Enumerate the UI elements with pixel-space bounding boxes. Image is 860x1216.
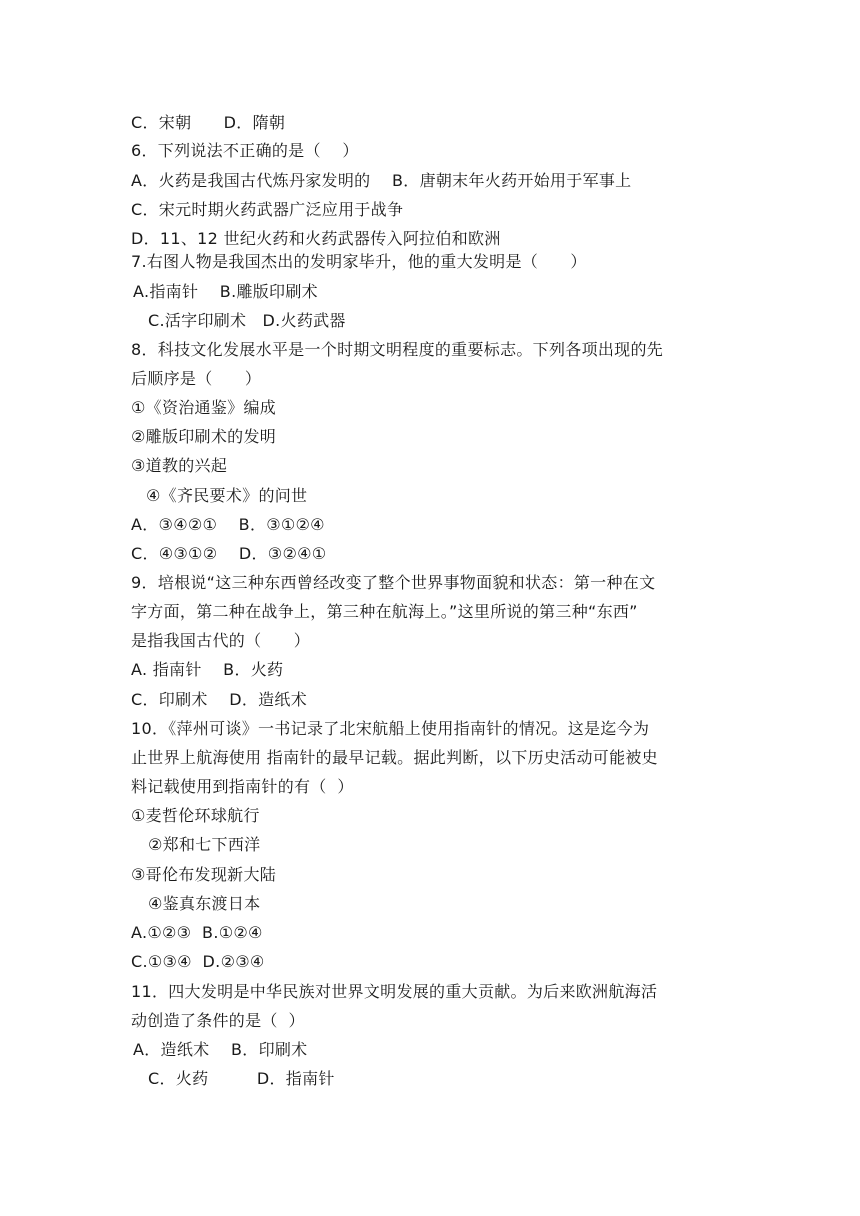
question-9-option-cd: C．印刷术 D．造纸术	[131, 690, 308, 709]
answer-options-line: C．宋朝 D．隋朝	[131, 113, 286, 132]
question-8-stem-line1: 8．科技文化发展水平是一个时期文明程度的重要标志。下列各项出现的先	[131, 340, 664, 359]
question-9-stem-line1: 9．培根说“这三种东西曾经改变了整个世界事物面貌和状态：第一种在文	[131, 573, 656, 592]
question-10-item-3: ③哥伦布发现新大陆	[131, 865, 277, 884]
question-8-item-1: ①《资治通鉴》编成	[131, 398, 277, 417]
question-10-stem-line2: 止世界上航海使用 指南针的最早记载。据此判断，以下历史活动可能被史	[131, 748, 658, 767]
question-8-option-cd: C．④③①② D．③②④①	[131, 544, 327, 563]
question-10-option-cd: C.①③④ D.②③④	[131, 952, 265, 971]
question-8-item-2: ②雕版印刷术的发明	[131, 427, 277, 446]
question-10-stem-line1: 10．《萍州可谈》一书记录了北宋航船上使用指南针的情况。这是迄今为	[131, 719, 650, 738]
question-10-stem-line3: 料记载使用到指南针的有（ ）	[131, 777, 354, 796]
question-7-stem: 7.右图人物是我国杰出的发明家毕升，他的重大发明是（ ）	[131, 252, 587, 271]
question-9-option-ab: A. 指南针 B．火药	[131, 660, 284, 679]
question-6-stem: 6．下列说法不正确的是（ ）	[131, 141, 359, 160]
question-10-option-ab: A.①②③ B.①②④	[131, 923, 263, 942]
question-11-stem-line1: 11．四大发明是中华民族对世界文明发展的重大贡献。为后来欧洲航海活	[131, 982, 658, 1001]
question-10-item-1: ①麦哲伦环球航行	[131, 806, 260, 825]
question-9-stem-line3: 是指我国古代的（ ）	[131, 631, 311, 650]
question-9-stem-line2: 字方面，第二种在战争上，第三种在航海上。”这里所说的第三种“东西”	[131, 602, 638, 621]
question-8-item-3: ③道教的兴起	[131, 456, 228, 475]
question-8-stem-line2: 后顺序是（ ）	[131, 369, 262, 388]
question-11-stem-line2: 动创造了条件的是（ ）	[131, 1011, 305, 1030]
question-10-item-2: ②郑和七下西洋	[148, 835, 261, 854]
question-6-option-d: D．11、12 世纪火药和火药武器传入阿拉伯和欧洲	[131, 229, 501, 248]
question-8-option-ab: A．③④②① B．③①②④	[131, 515, 325, 534]
question-6-option-ab: A．火药是我国古代炼丹家发明的 B．唐朝末年火药开始用于军事上	[131, 171, 632, 190]
question-11-option-cd: C．火药 D．指南针	[148, 1069, 335, 1088]
question-7-option-cd: C.活字印刷术 D.火药武器	[148, 311, 346, 330]
question-7-option-ab: A.指南针 B.雕版印刷术	[133, 282, 318, 301]
question-6-option-c: C．宋元时期火药武器广泛应用于战争	[131, 200, 404, 219]
question-11-option-ab: A．造纸术 B．印刷术	[133, 1040, 308, 1059]
question-8-item-4: ④《齐民要术》的问世	[146, 486, 308, 505]
question-10-item-4: ④鉴真东渡日本	[148, 894, 261, 913]
